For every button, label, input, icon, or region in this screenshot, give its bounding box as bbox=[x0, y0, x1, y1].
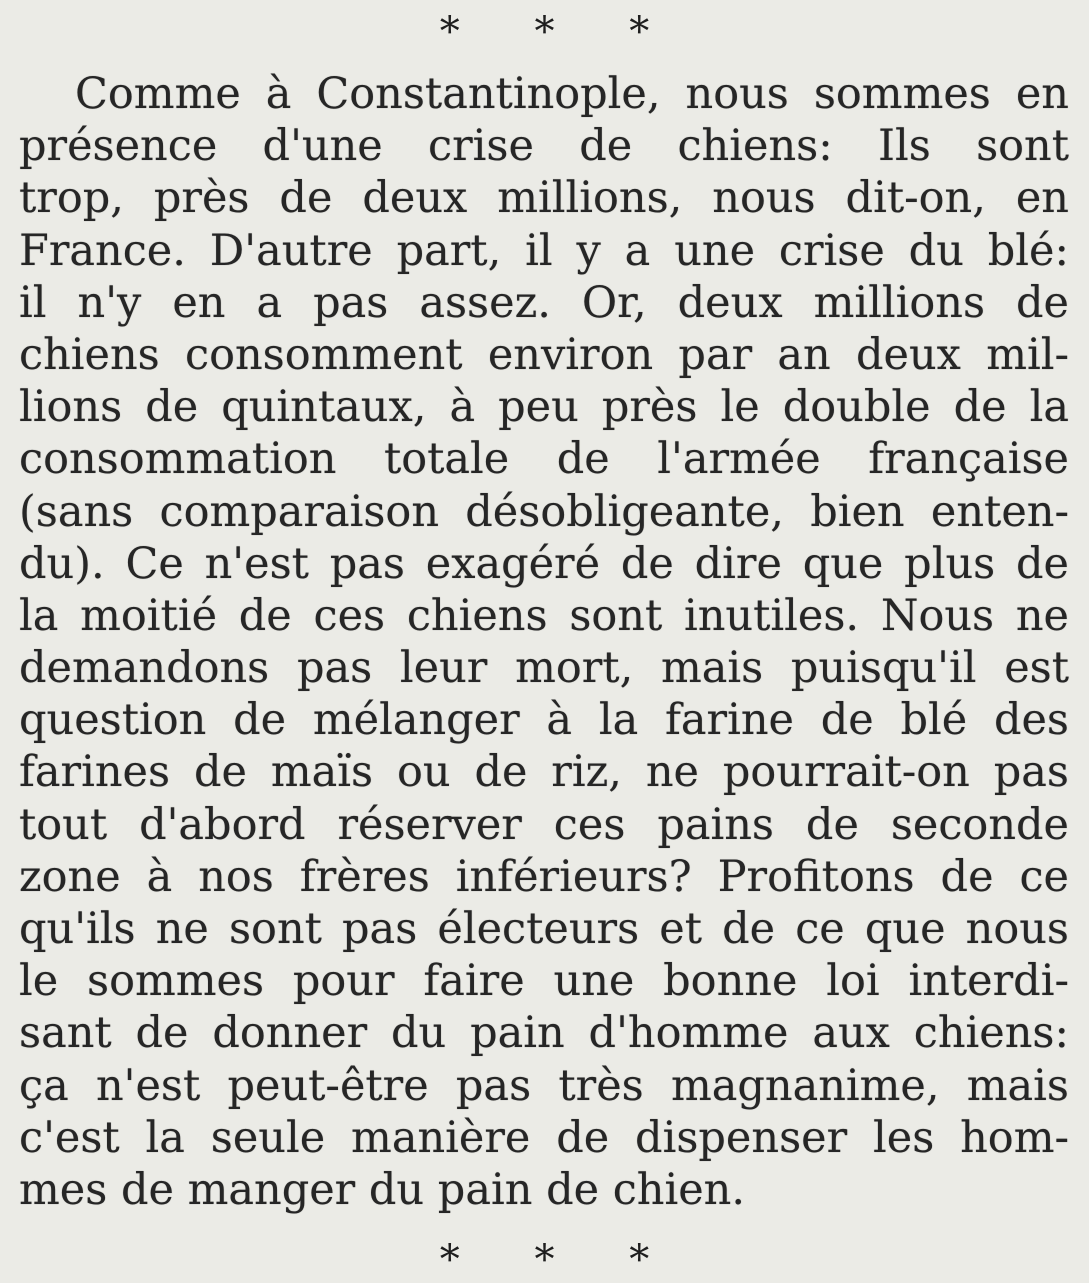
article-line: du). Ce n'est pas exagéré de dire que plus de bbox=[19, 538, 1069, 589]
article-line: le sommes pour faire une bonne loi interdi- bbox=[19, 956, 1069, 1007]
article-line: sant de donner du pain d'homme aux chiens: bbox=[19, 1008, 1069, 1059]
article-line: tout d'abord réserver ces pains de seconde bbox=[19, 799, 1069, 850]
article-line: c'est la seule manière de dispenser les hom- bbox=[19, 1112, 1069, 1163]
article-line: trop, près de deux millions, nous dit-on, en bbox=[19, 173, 1069, 224]
article-line: lions de quintaux, à peu près le double de la bbox=[19, 382, 1069, 433]
article-body bbox=[19, 68, 1069, 1216]
article-line: consommation totale de l'armée française bbox=[19, 434, 1069, 485]
article-line: la moitié de ces chiens sont inutiles. Nous ne bbox=[19, 590, 1069, 641]
article-line: qu'ils ne sont pas électeurs et de ce que nous bbox=[19, 904, 1069, 954]
article-line: demandons pas leur mort, mais puisqu'il est bbox=[19, 643, 1069, 694]
article-line: (sans comparaison désobligeante, bien enten- bbox=[19, 486, 1069, 537]
article-line: chiens consomment environ par an deux mil- bbox=[19, 329, 1069, 380]
article-line: présence d'une crise de chiens: Ils sont bbox=[19, 121, 1069, 172]
separator-asterisks-bottom: * * * bbox=[439, 1237, 650, 1283]
article-line: Comme à Constantinople, nous sommes en bbox=[75, 69, 1069, 119]
article-line: France. D'autre part, il y a une crise du blé: bbox=[19, 225, 1069, 276]
article-line: zone à nos frères inférieurs? Profitons de ce bbox=[19, 851, 1069, 902]
article-line: mes de manger du pain de chien. bbox=[19, 1164, 746, 1215]
article-line: question de mélanger à la farine de blé des bbox=[19, 695, 1069, 746]
article-line: farines de maïs ou de riz, ne pourrait-on pas bbox=[19, 747, 1069, 798]
article-line: ça n'est peut-être pas très magnanime, mais bbox=[19, 1060, 1069, 1111]
separator-asterisks-top: * * * bbox=[439, 9, 650, 55]
article-line: il n'y en a pas assez. Or, deux millions de bbox=[19, 277, 1069, 328]
